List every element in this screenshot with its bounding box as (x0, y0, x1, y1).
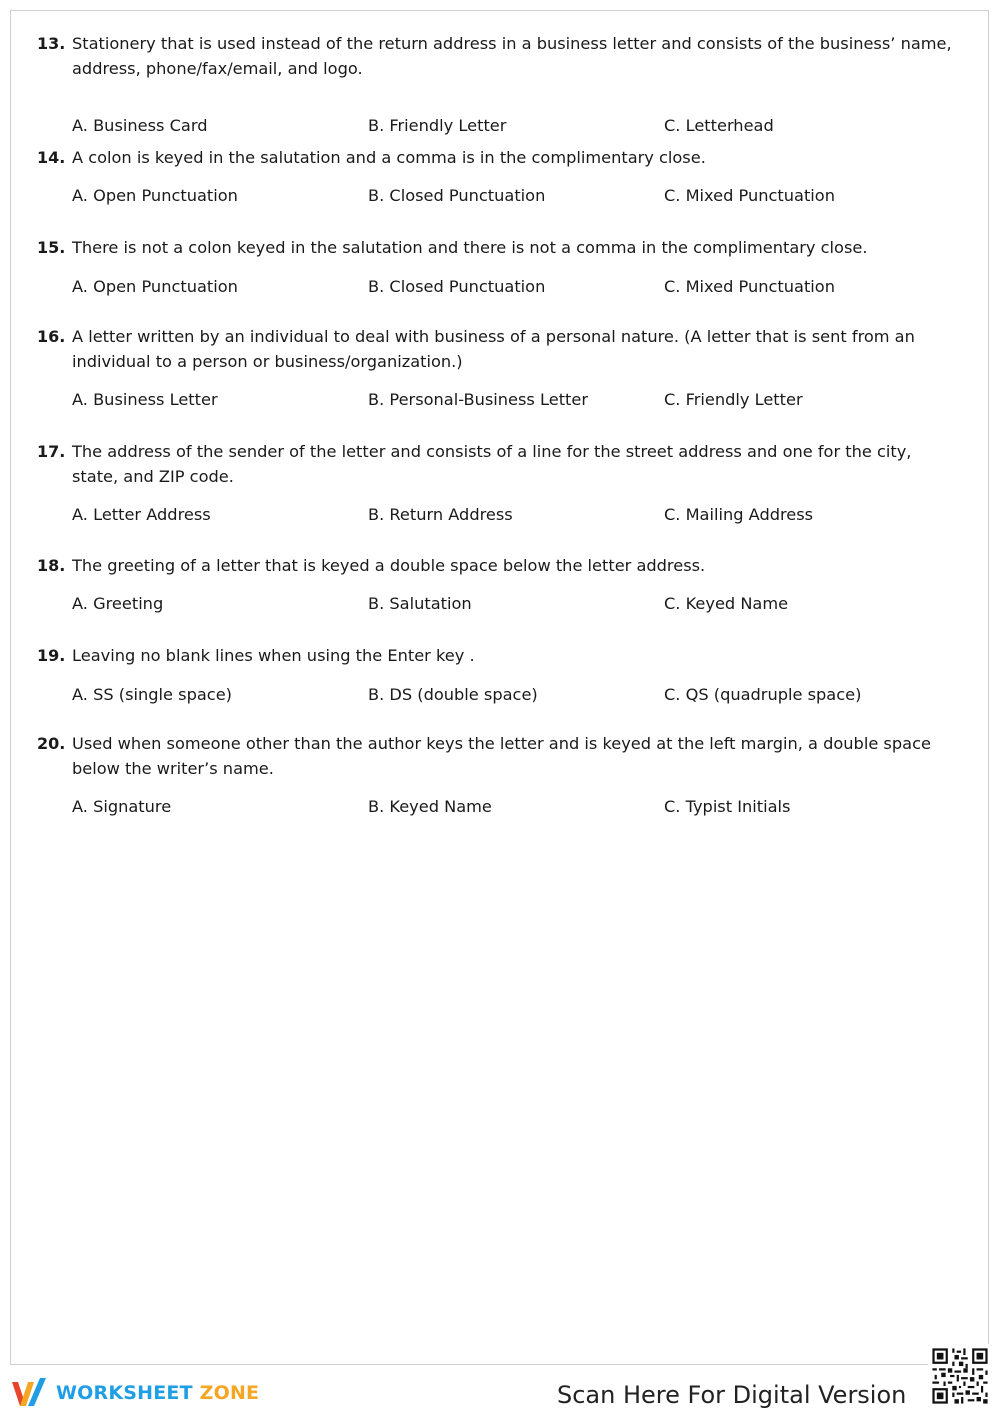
option-b[interactable]: B. Personal-Business Letter (368, 390, 589, 409)
option-a[interactable]: A. Business Card (72, 116, 208, 135)
question-text: Used when someone other than the author keys the letter and is keyed at the left margin, a double space below the writer’s name. (72, 734, 931, 778)
answer-options (72, 591, 952, 617)
worksheet-page (10, 10, 989, 1365)
option-c[interactable]: C. Letterhead (664, 116, 774, 135)
worksheet-zone-logo (10, 1376, 259, 1410)
option-a[interactable]: A. Business Letter (72, 390, 218, 409)
option-c[interactable]: C. QS (quadruple space) (664, 685, 862, 704)
question-text: The greeting of a letter that is keyed a double space below the letter address. (72, 556, 706, 575)
answer-options (72, 113, 952, 139)
question-text: The address of the sender of the letter and consists of a line for the street address and one for the city, state, and ZIP code. (72, 442, 912, 486)
option-b[interactable]: B. DS (double space) (368, 685, 538, 704)
option-b[interactable]: B. Closed Punctuation (368, 277, 546, 296)
option-c[interactable]: C. Friendly Letter (664, 390, 803, 409)
option-b[interactable]: B. Keyed Name (368, 797, 492, 816)
option-b[interactable]: B. Closed Punctuation (368, 186, 546, 205)
option-c[interactable]: C. Mixed Punctuation (664, 186, 835, 205)
option-a[interactable]: A. Signature (72, 797, 172, 816)
question-text: There is not a colon keyed in the salutation and there is not a comma in the complimentary close. (72, 238, 868, 257)
option-b[interactable]: B. Salutation (368, 594, 472, 613)
option-c[interactable]: C. Mailing Address (664, 505, 814, 524)
option-a[interactable]: A. Open Punctuation (72, 186, 238, 205)
question-number: 14. (37, 148, 66, 167)
logo-text (56, 1382, 259, 1404)
option-b[interactable]: B. Return Address (368, 505, 513, 524)
answer-options (72, 682, 952, 708)
question-text: A colon is keyed in the salutation and a comma is in the complimentary close. (72, 148, 706, 167)
question-text: A letter written by an individual to deal with business of a personal nature. (A letter that is sent from an individual to a person or business/organization.) (72, 327, 915, 371)
option-c[interactable]: C. Mixed Punctuation (664, 277, 835, 296)
option-a[interactable]: A. Greeting (72, 594, 164, 613)
question-number: 13. (37, 34, 66, 53)
option-a[interactable]: A. Open Punctuation (72, 277, 238, 296)
answer-options (72, 794, 952, 820)
answer-options (72, 502, 952, 528)
scan-here-label: Scan Here For Digital Version (557, 1381, 907, 1409)
question-text: Stationery that is used instead of the return address in a business letter and consists of the business’ name, address, phone/fax/email, and logo. (72, 34, 952, 78)
option-c[interactable]: C. Typist Initials (664, 797, 791, 816)
answer-options (72, 274, 952, 300)
question-number: 18. (37, 556, 66, 575)
logo-word-worksheet: WORKSHEET (56, 1382, 193, 1404)
question-text: Leaving no blank lines when using the Enter key . (72, 646, 475, 665)
question-number: 15. (37, 238, 66, 257)
qr-code-icon[interactable] (928, 1344, 992, 1408)
answer-options (72, 387, 952, 413)
logo-word-zone: ZONE (199, 1382, 260, 1404)
option-b[interactable]: B. Friendly Letter (368, 116, 507, 135)
answer-options (72, 183, 952, 209)
logo-mark-icon (10, 1376, 52, 1410)
question-number: 19. (37, 646, 66, 665)
question-number: 17. (37, 442, 66, 461)
option-c[interactable]: C. Keyed Name (664, 594, 789, 613)
question-number: 16. (37, 327, 66, 346)
option-a[interactable]: A. SS (single space) (72, 685, 232, 704)
option-a[interactable]: A. Letter Address (72, 505, 211, 524)
question-number: 20. (37, 734, 66, 753)
